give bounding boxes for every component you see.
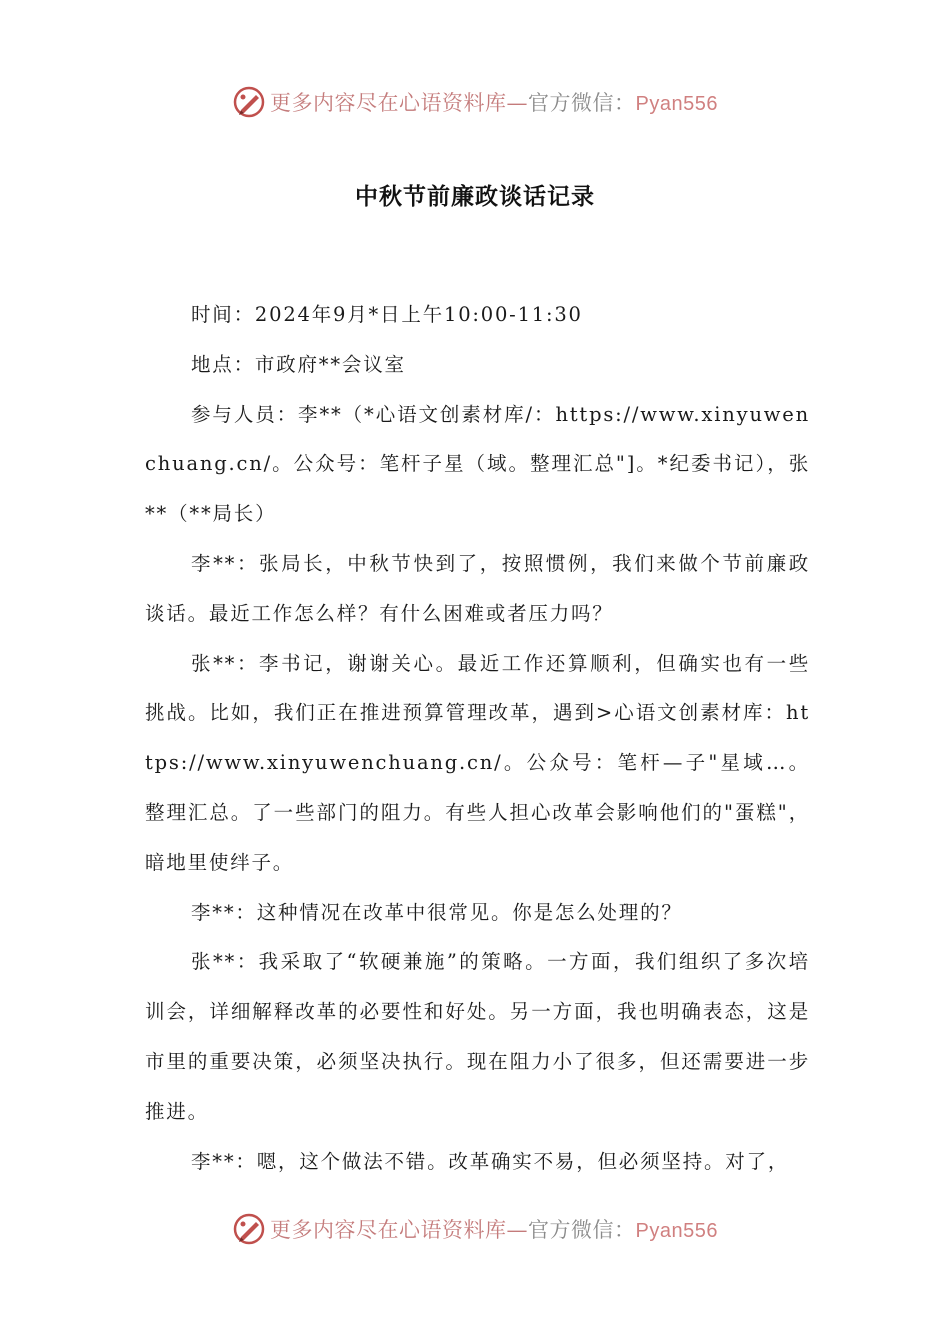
paragraph-dialogue: 张**：我采取了“软硬兼施”的策略。一方面，我们组织了多次培训会，详细解释改革的必要性和好处。另一方面，我也明确表态，这是市里的重要决策，必须坚决执行。现在阻力小了很多，但还需要进一步推进。 [145, 950, 810, 1123]
paragraph-dialogue: 李**：张局长，中秋节快到了，按照惯例，我们来做个节前廉政谈话。最近工作怎么样？有什么困难或者压力吗？ [145, 551, 810, 625]
banner-text: 更多内容尽在心语资料库—官方微信：Pyan556 [270, 91, 718, 115]
banner-text: 更多内容尽在心语资料库—官方微信：Pyan556 [270, 1218, 718, 1242]
paragraph-participants: 参与人员：李**（*心语文创素材库/：https://www.xinyuwenchuang.cn/。公众号：笔杆子星（域。整理汇总"]。*纪委书记），张**（**局长） [145, 402, 810, 526]
pen-logo-icon [232, 1212, 266, 1246]
paragraph-dialogue: 李**：嗯，这个做法不错。改革确实不易，但必须坚持。对了， [191, 1149, 790, 1173]
footer-watermark-banner [0, 1207, 950, 1251]
pen-logo-icon [232, 85, 266, 119]
header-watermark-banner [0, 80, 950, 124]
document-title: 中秋节前廉政谈话记录 [355, 183, 595, 210]
paragraph-time: 时间：2024年9月*日上午10:00-11:30 [191, 303, 583, 326]
paragraph-location: 地点：市政府**会议室 [191, 352, 406, 376]
paragraph-dialogue: 张**：李书记，谢谢关心。最近工作还算顺利，但确实也有一些挑战。比如，我们正在推进预算管理改革，遇到>心语文创素材库：https://www.xinyuwenchuang.cn/。公众号：笔杆—子"星域…。整理汇总。了一些部门的阻力。有些人担心改革会影响他们的"蛋糕"，暗地里使绊子。 [145, 651, 810, 874]
document-body [145, 290, 810, 1186]
paragraph-dialogue: 李**：这种情况在改革中很常见。你是怎么处理的？ [191, 900, 683, 924]
